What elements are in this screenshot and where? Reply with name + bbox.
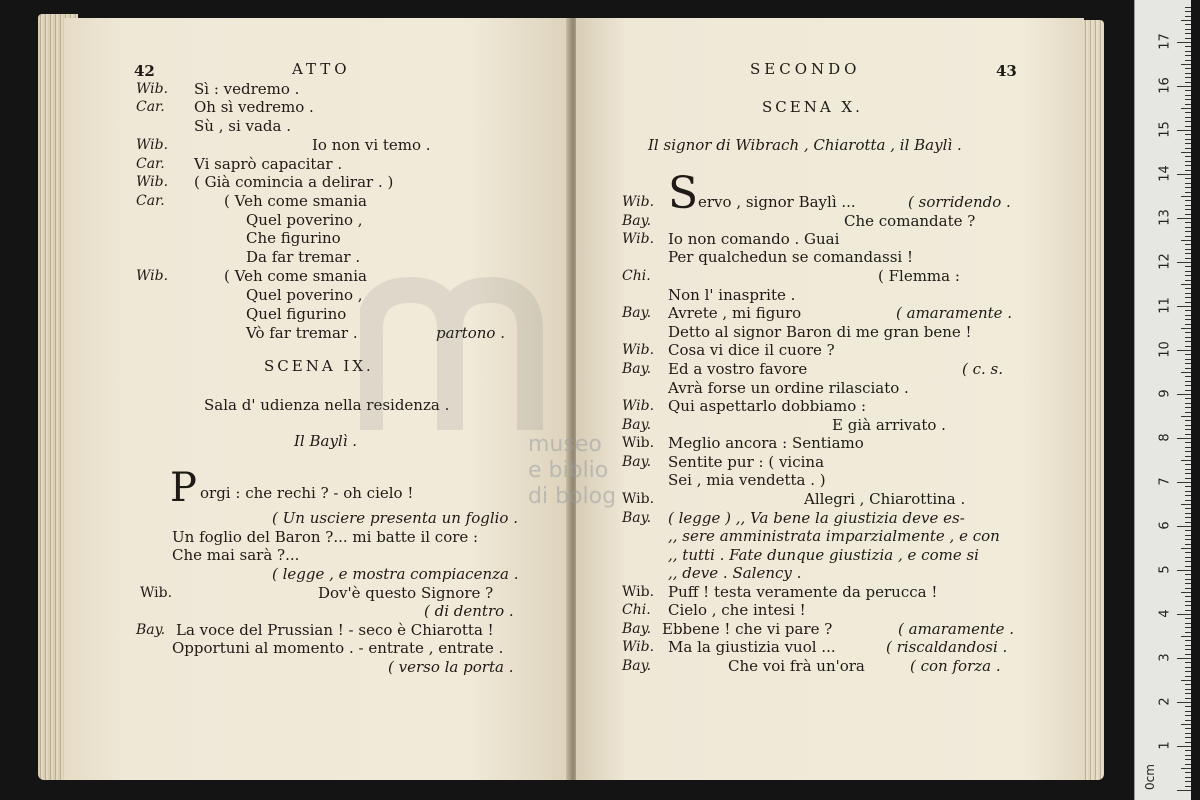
speaker: Wib. (622, 342, 655, 358)
stage-direction: ( amaramente . (896, 304, 1013, 322)
ruler-tick (1185, 544, 1191, 545)
verse-line: Qui aspettarlo dobbiamo : (668, 397, 867, 415)
ruler-tick (1185, 253, 1191, 254)
ruler-tick (1185, 275, 1191, 276)
ruler-tick (1185, 148, 1191, 149)
ruler-tick (1185, 557, 1191, 558)
ruler-tick (1185, 742, 1191, 743)
ruler-tick (1185, 324, 1191, 325)
watermark-text: e biblio (528, 458, 609, 483)
ruler-tick (1177, 174, 1191, 175)
ruler-tick (1185, 676, 1191, 677)
ruler-number: 16 (1157, 77, 1173, 94)
speaker: Chi. (622, 602, 651, 618)
drop-cap: S (668, 168, 699, 219)
ruler-tick (1185, 315, 1191, 316)
verse-line: Sì : vedremo . (194, 80, 300, 98)
ruler-tick (1185, 227, 1191, 228)
ruler-tick (1185, 126, 1191, 127)
stage-direction: ( sorridendo . (908, 193, 1011, 211)
ruler-tick (1185, 310, 1191, 311)
ruler-tick (1185, 7, 1191, 8)
ruler-unit: 0cm (1142, 764, 1157, 790)
speaker: Car. (136, 193, 165, 209)
verse-line: ervo , signor Baylì ... (698, 193, 856, 211)
verse-line: Avrete , mi figuro (668, 304, 802, 322)
ruler-tick (1185, 539, 1191, 540)
ruler-tick (1181, 548, 1191, 549)
ruler-tick (1185, 464, 1191, 465)
verse-line: Quel poverino , (246, 211, 363, 229)
ruler-tick (1185, 759, 1191, 760)
ruler-tick (1177, 570, 1191, 571)
speaker: Bay. (136, 622, 166, 638)
ruler-tick (1181, 372, 1191, 373)
ruler-tick (1185, 376, 1191, 377)
ruler-tick (1185, 29, 1191, 30)
drop-cap: P (170, 465, 197, 511)
ruler-tick (1185, 293, 1191, 294)
ruler-tick (1185, 156, 1191, 157)
ruler-number: 6 (1157, 521, 1173, 530)
ruler-tick (1185, 552, 1191, 553)
speaker: Wib. (136, 81, 169, 97)
running-head: ATTO (292, 60, 351, 78)
stage-direction: partono . (436, 324, 506, 342)
ruler-tick (1177, 218, 1191, 219)
speaker: Bay. (622, 454, 652, 470)
ruler-tick (1185, 178, 1191, 179)
ruler-tick (1185, 469, 1191, 470)
verse-line: Vò far tremar . (246, 324, 358, 342)
verse-line: Dov'è questo Signore ? (318, 584, 494, 602)
ruler-tick (1185, 588, 1191, 589)
ruler-tick (1177, 614, 1191, 615)
ruler-number: 1 (1157, 741, 1173, 750)
verse-line: Quel figurino (246, 305, 347, 323)
ruler-tick (1181, 152, 1191, 153)
ruler-tick (1185, 654, 1191, 655)
ruler-tick (1185, 117, 1191, 118)
ruler-tick (1185, 403, 1191, 404)
speaker: Bay. (622, 510, 652, 526)
ruler-tick (1185, 627, 1191, 628)
stage-direction: ( verso la porta . (388, 658, 514, 676)
verse-line: Cosa vi dice il cuore ? (668, 341, 835, 359)
stage-direction: ( c. s. (962, 360, 1004, 378)
ruler-tick (1185, 764, 1191, 765)
ruler-tick (1181, 724, 1191, 725)
ruler-tick (1185, 60, 1191, 61)
ruler-tick (1185, 530, 1191, 531)
ruler-number: 14 (1157, 165, 1173, 182)
ruler-tick (1185, 715, 1191, 716)
ruler-tick (1185, 412, 1191, 413)
speaker: Wib. (622, 435, 655, 451)
ruler-tick (1185, 500, 1191, 501)
ruler-tick (1185, 733, 1191, 734)
ruler-tick (1185, 16, 1191, 17)
verse-line: La voce del Prussian ! - seco è Chiarotta ! (176, 621, 494, 639)
verse-line: ( Flemma : (878, 267, 960, 285)
verse-line: Meglio ancora : Sentiamo (668, 434, 864, 452)
ruler-tick (1185, 68, 1191, 69)
ruler-tick (1177, 526, 1191, 527)
ruler-tick (1177, 482, 1191, 483)
scene-setting: Sala d' udienza nella residenza . (204, 396, 450, 414)
stage-direction: ( legge , e mostra compiacenza . (272, 565, 519, 583)
ruler-tick (1185, 698, 1191, 699)
ruler-tick (1181, 64, 1191, 65)
ruler-tick (1185, 693, 1191, 694)
verse-line: Vi saprò capacitar . (194, 155, 343, 173)
ruler-tick (1185, 425, 1191, 426)
verse-line: Detto al signor Baron di me gran bene ! (668, 323, 972, 341)
ruler-tick (1185, 755, 1191, 756)
ruler-tick (1185, 618, 1191, 619)
ruler-tick (1185, 192, 1191, 193)
verse-line: Non l' inasprite . (668, 286, 796, 304)
ruler-tick (1185, 385, 1191, 386)
ruler-tick (1185, 495, 1191, 496)
letter-line: ( legge ) ,, Va bene la giustizia deve es- (668, 509, 965, 527)
page-number: 42 (134, 62, 155, 80)
ruler-tick (1185, 508, 1191, 509)
verse-line: ( Veh come smania (224, 192, 367, 210)
ruler-number: 3 (1157, 653, 1173, 662)
ruler-tick (1181, 240, 1191, 241)
ruler-tick (1185, 33, 1191, 34)
ruler-tick (1185, 772, 1191, 773)
letter-line: ,, tutti . Fate dunque giustizia , e come si (668, 546, 979, 564)
ruler-tick (1185, 456, 1191, 457)
museum-logo-watermark (360, 270, 560, 440)
ruler-tick (1177, 438, 1191, 439)
ruler-tick (1185, 535, 1191, 536)
ruler-tick (1185, 209, 1191, 210)
ruler-tick (1185, 222, 1191, 223)
ruler-number: 7 (1157, 477, 1173, 486)
ruler-tick (1177, 262, 1191, 263)
ruler-tick (1185, 667, 1191, 668)
ruler-tick (1185, 662, 1191, 663)
verse-line: Io non vi temo . (312, 136, 431, 154)
ruler-tick (1185, 359, 1191, 360)
ruler-tick (1185, 390, 1191, 391)
verse-line: Da far tremar . (246, 248, 361, 266)
ruler-tick (1185, 720, 1191, 721)
ruler-tick (1185, 420, 1191, 421)
ruler-tick (1185, 786, 1191, 787)
right-page (576, 18, 1084, 780)
ruler-tick (1185, 302, 1191, 303)
ruler-tick (1185, 280, 1191, 281)
ruler-tick (1177, 790, 1191, 791)
ruler-tick (1185, 684, 1191, 685)
ruler-tick (1185, 632, 1191, 633)
watermark-text: museo (528, 432, 602, 457)
speaker: Car. (136, 156, 165, 172)
ruler-tick (1185, 649, 1191, 650)
ruler-tick (1185, 447, 1191, 448)
verse-line: Avrà forse un ordine rilasciato . (668, 379, 909, 397)
ruler-tick (1185, 236, 1191, 237)
ruler-tick (1181, 328, 1191, 329)
ruler-tick (1177, 746, 1191, 747)
ruler-tick (1185, 398, 1191, 399)
running-head: SECONDO (750, 60, 861, 78)
watermark-text: di bolog (528, 484, 617, 509)
ruler-tick (1185, 337, 1191, 338)
ruler-tick (1185, 640, 1191, 641)
ruler-number: 12 (1157, 253, 1173, 270)
scene-character: Il Baylì . (294, 432, 358, 450)
verse-line: Che mai sarà ?... (172, 546, 300, 564)
ruler-tick (1181, 768, 1191, 769)
verse-line: Che comandate ? (844, 212, 976, 230)
ruler-tick (1185, 561, 1191, 562)
ruler-tick (1185, 491, 1191, 492)
ruler-tick (1185, 214, 1191, 215)
ruler-tick (1181, 680, 1191, 681)
ruler-tick (1181, 416, 1191, 417)
verse-line: Allegri , Chiarottina . (804, 490, 966, 508)
speaker: Bay. (622, 213, 652, 229)
stage-direction: ( amaramente . (898, 620, 1015, 638)
speaker: Chi. (622, 268, 651, 284)
ruler-tick (1185, 139, 1191, 140)
page-number: 43 (996, 62, 1017, 80)
verse-line: Un foglio del Baron ?... mi batte il core : (172, 528, 479, 546)
speaker: Wib. (622, 639, 655, 655)
verse-line: E già arrivato . (832, 416, 946, 434)
ruler-tick (1185, 170, 1191, 171)
ruler-tick (1185, 451, 1191, 452)
scene-title: SCENA X. (762, 98, 863, 116)
ruler-tick (1177, 42, 1191, 43)
ruler-tick (1185, 95, 1191, 96)
ruler-tick (1185, 689, 1191, 690)
ruler-tick (1185, 288, 1191, 289)
ruler-number: 11 (1157, 297, 1173, 314)
ruler-tick (1185, 200, 1191, 201)
ruler-tick (1177, 306, 1191, 307)
ruler-tick (1185, 579, 1191, 580)
speaker: Bay. (622, 305, 652, 321)
ruler-tick (1177, 702, 1191, 703)
ruler-tick (1185, 513, 1191, 514)
ruler-tick (1185, 55, 1191, 56)
ruler-tick (1185, 706, 1191, 707)
speaker: Car. (136, 99, 165, 115)
ruler-tick (1185, 407, 1191, 408)
verse-line: Che figurino (246, 229, 341, 247)
speaker: Wib. (136, 174, 169, 190)
ruler-tick (1185, 11, 1191, 12)
ruler-tick (1185, 346, 1191, 347)
verse-line: Opportuni al momento . - entrate , entrate . (172, 639, 504, 657)
ruler-tick (1185, 354, 1191, 355)
ruler-tick (1185, 271, 1191, 272)
ruler-tick (1185, 750, 1191, 751)
ruler-tick (1185, 121, 1191, 122)
ruler-tick (1185, 332, 1191, 333)
speaker: Wib. (622, 584, 655, 600)
stage-direction: ( riscaldandosi . (886, 638, 1008, 656)
ruler-tick (1185, 777, 1191, 778)
speaker: Wib. (622, 194, 655, 210)
ruler-number: 2 (1157, 697, 1173, 706)
ruler-tick (1185, 341, 1191, 342)
speaker: Bay. (622, 621, 652, 637)
ruler-tick (1185, 610, 1191, 611)
ruler-tick (1185, 711, 1191, 712)
ruler-tick (1181, 108, 1191, 109)
ruler-tick (1185, 183, 1191, 184)
ruler-tick (1185, 112, 1191, 113)
speaker: Bay. (622, 361, 652, 377)
verse-line: Che voi frà un'ora (728, 657, 865, 675)
verse-line: ( Già comincia a delirar . ) (194, 173, 394, 191)
ruler-tick (1185, 165, 1191, 166)
ruler-tick (1181, 504, 1191, 505)
ruler-tick (1185, 99, 1191, 100)
ruler-tick (1185, 517, 1191, 518)
ruler-tick (1181, 284, 1191, 285)
stage-direction: ( Un usciere presenta un foglio . (272, 509, 518, 527)
ruler-tick (1185, 728, 1191, 729)
ruler-tick (1185, 187, 1191, 188)
ruler-tick (1185, 623, 1191, 624)
ruler-tick (1181, 460, 1191, 461)
ruler-tick (1181, 20, 1191, 21)
speaker: Bay. (622, 417, 652, 433)
verse-line: Ma la giustizia vuol ... (668, 638, 836, 656)
ruler-tick (1185, 82, 1191, 83)
ruler-tick (1185, 781, 1191, 782)
verse-line: Cielo , che intesi ! (668, 601, 806, 619)
verse-line: Per qualchedun se comandassi ! (668, 248, 914, 266)
ruler-number: 8 (1157, 433, 1173, 442)
speaker: Wib. (136, 268, 169, 284)
ruler-tick (1185, 73, 1191, 74)
ruler-tick (1185, 522, 1191, 523)
ruler-tick (1177, 350, 1191, 351)
ruler-tick (1185, 363, 1191, 364)
ruler-number: 13 (1157, 209, 1173, 226)
verse-line: Sù , si vada . (194, 117, 292, 135)
verse-line: Oh sì vedremo . (194, 98, 314, 116)
stage-direction: ( con forza . (910, 657, 1001, 675)
ruler-tick (1185, 434, 1191, 435)
ruler-tick (1185, 583, 1191, 584)
verse-line: Sentite pur : ( vicina (668, 453, 825, 471)
ruler-tick (1181, 592, 1191, 593)
ruler-tick (1185, 601, 1191, 602)
verse-line: Ed a vostro favore (668, 360, 808, 378)
verse-line: Io non comando . Guai (668, 230, 840, 248)
ruler-tick (1185, 473, 1191, 474)
ruler-tick (1185, 486, 1191, 487)
ruler-tick (1185, 297, 1191, 298)
ruler-tick (1177, 394, 1191, 395)
ruler-tick (1185, 266, 1191, 267)
letter-line: ,, deve . Salency . (668, 564, 802, 582)
ruler-tick (1185, 143, 1191, 144)
speaker: Wib. (622, 491, 655, 507)
ruler-number: 4 (1157, 609, 1173, 618)
scene-characters: Il signor di Wibrach , Chiarotta , il Baylì . (648, 136, 962, 154)
verse-line: Ebbene ! che vi pare ? (662, 620, 833, 638)
ruler-tick (1185, 205, 1191, 206)
ruler-tick (1185, 381, 1191, 382)
ruler-tick (1185, 566, 1191, 567)
stage-direction: ( di dentro . (424, 602, 514, 620)
verse-line: ( Veh come smania (224, 267, 367, 285)
ruler-tick (1185, 46, 1191, 47)
verse-line: Quel poverino , (246, 286, 363, 304)
ruler-tick (1185, 249, 1191, 250)
ruler-tick (1185, 90, 1191, 91)
speaker: Wib. (140, 585, 173, 601)
ruler-number: 15 (1157, 121, 1173, 138)
ruler-tick (1185, 596, 1191, 597)
ruler-tick (1185, 478, 1191, 479)
verse-line: Puff ! testa veramente da perucca ! (668, 583, 938, 601)
scene-title: SCENA IX. (264, 357, 374, 375)
verse-line: orgi : che rechi ? - oh cielo ! (200, 484, 414, 502)
ruler-tick (1185, 574, 1191, 575)
ruler-tick (1185, 442, 1191, 443)
ruler-tick (1185, 134, 1191, 135)
letter-line: ,, sere amministrata imparzialmente , e con (668, 527, 1000, 545)
speaker: Bay. (622, 658, 652, 674)
ruler-tick (1185, 231, 1191, 232)
ruler-tick (1177, 130, 1191, 131)
ruler-tick (1181, 636, 1191, 637)
ruler-number: 17 (1157, 33, 1173, 50)
measuring-ruler (1134, 0, 1191, 800)
ruler-tick (1185, 737, 1191, 738)
ruler-tick (1185, 161, 1191, 162)
verse-line: Sei , mia vendetta . ) (668, 471, 826, 489)
ruler-tick (1185, 368, 1191, 369)
ruler-tick (1185, 645, 1191, 646)
ruler-tick (1185, 51, 1191, 52)
ruler-tick (1185, 104, 1191, 105)
ruler-tick (1185, 319, 1191, 320)
ruler-number: 5 (1157, 565, 1173, 574)
speaker: Wib. (136, 137, 169, 153)
ruler-tick (1177, 658, 1191, 659)
ruler-tick (1185, 605, 1191, 606)
speaker: Wib. (622, 231, 655, 247)
ruler-tick (1185, 24, 1191, 25)
ruler-tick (1185, 429, 1191, 430)
ruler-tick (1185, 671, 1191, 672)
ruler-tick (1185, 258, 1191, 259)
ruler-tick (1177, 86, 1191, 87)
ruler-tick (1181, 196, 1191, 197)
speaker: Wib. (622, 398, 655, 414)
ruler-tick (1185, 244, 1191, 245)
ruler-tick (1185, 38, 1191, 39)
ruler-number: 9 (1157, 389, 1173, 398)
ruler-number: 10 (1157, 341, 1173, 358)
ruler-tick (1185, 77, 1191, 78)
